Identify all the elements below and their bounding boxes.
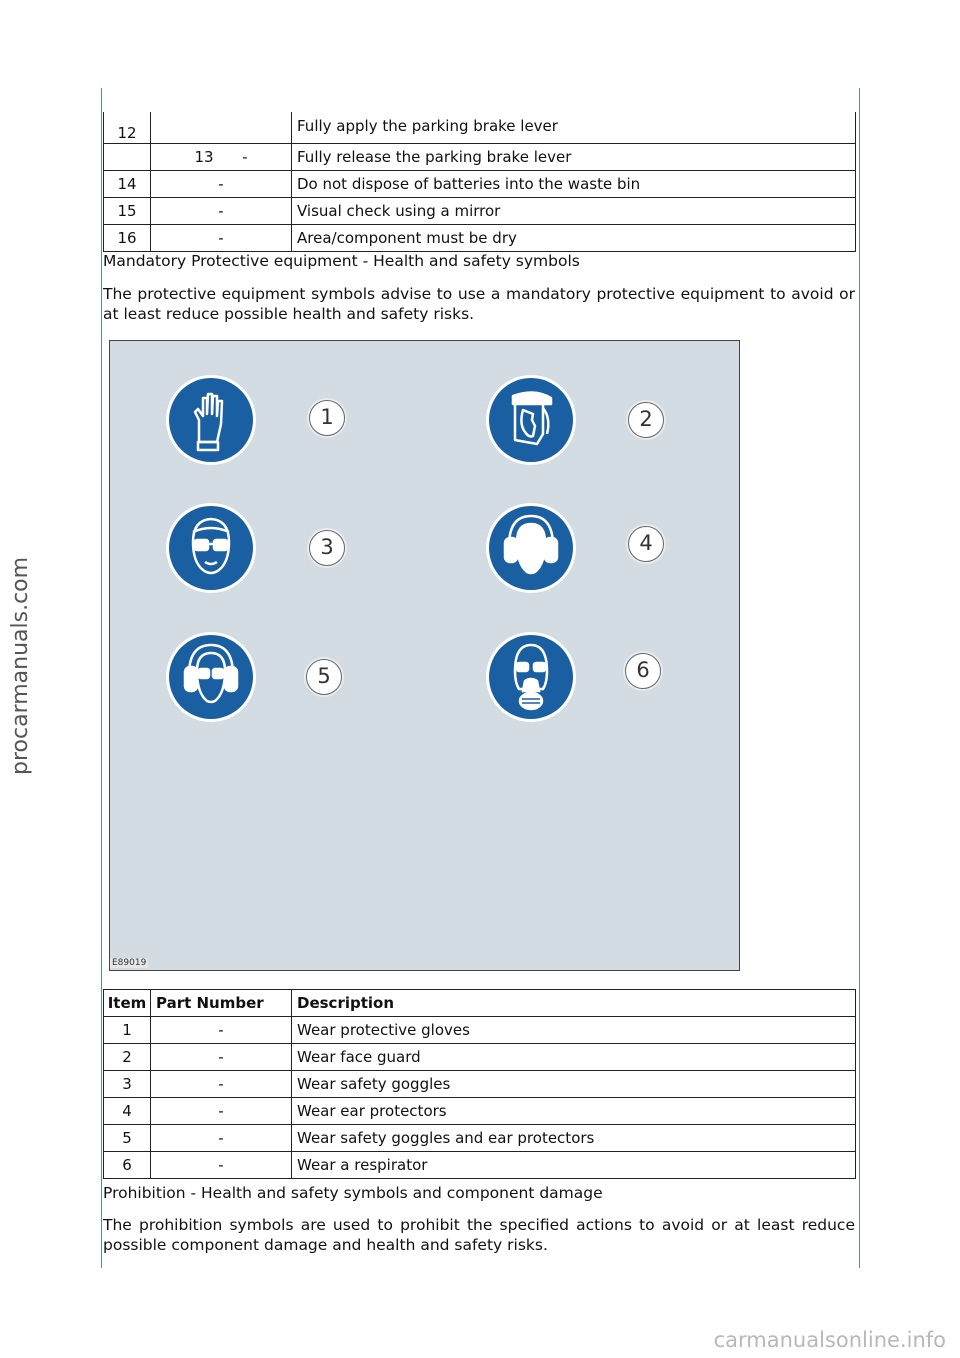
item-cell: 4: [104, 1098, 151, 1125]
description-header: Description: [292, 990, 856, 1017]
description-cell: Wear safety goggles: [292, 1071, 856, 1098]
part-number-cell: -: [151, 225, 292, 252]
table-row: [104, 1071, 856, 1098]
item-cell: 12: [104, 112, 151, 144]
section-paragraph: The prohibition symbols are used to prohibit the specified actions to avoid or at least reduce possible component damage and health and safety risks.: [103, 1216, 855, 1254]
footer-watermark: carmanualsonline.info: [713, 1328, 946, 1352]
item-header: Item: [104, 990, 151, 1017]
gloves-icon: [165, 374, 257, 466]
table-row: [104, 1152, 856, 1179]
table-row: [104, 144, 856, 171]
description-cell: Do not dispose of batteries into the waste bin: [292, 171, 856, 198]
description-cell: Visual check using a mirror: [292, 198, 856, 225]
description-cell: Wear a respirator: [292, 1152, 856, 1179]
item-cell: 15: [104, 198, 151, 225]
table-row: [104, 171, 856, 198]
item-cell: 6: [104, 1152, 151, 1179]
right-margin-rule: [859, 88, 860, 1268]
item-cell: 14: [104, 171, 151, 198]
side-watermark: procarmanuals.com: [8, 556, 33, 775]
description-cell: Wear safety goggles and ear protectors: [292, 1125, 856, 1152]
callout-1: 1: [309, 400, 345, 436]
figure-id: E89019: [112, 958, 147, 968]
section-heading: Prohibition - Health and safety symbols and component damage: [103, 1184, 603, 1202]
goggles-and-ear-protectors-icon: [165, 631, 257, 723]
part-number-header: Part Number: [151, 990, 292, 1017]
part-number-cell: -: [151, 1071, 292, 1098]
protective-equipment-figure: [109, 340, 740, 971]
description-cell: Fully apply the parking brake lever: [292, 112, 856, 144]
part-number-cell: -: [151, 171, 292, 198]
item-cell: 5: [104, 1125, 151, 1152]
item-cell: 1: [104, 1017, 151, 1044]
description-cell: Wear protective gloves: [292, 1017, 856, 1044]
safety-goggles-icon: [165, 502, 257, 594]
item-cell: 3: [104, 1071, 151, 1098]
callout-4: 4: [628, 526, 664, 562]
callout-2: 2: [628, 402, 664, 438]
table-row: [104, 225, 856, 252]
part-number-cell: -: [151, 1098, 292, 1125]
left-margin-rule: [101, 88, 102, 1268]
part-number-cell: 13 -: [151, 144, 292, 171]
protective-equipment-table: [103, 989, 856, 1179]
table-row: [104, 112, 856, 144]
table-row: [104, 1017, 856, 1044]
section-paragraph: The protective equipment symbols advise to use a mandatory protective equipment to avoid or at least reduce possible health and safety risks.: [103, 285, 855, 323]
section-heading: Mandatory Protective equipment - Health and safety symbols: [103, 252, 580, 270]
table-row: [104, 198, 856, 225]
description-cell: Area/component must be dry: [292, 225, 856, 252]
callout-5: 5: [306, 659, 342, 695]
symbols-table-continued: [103, 112, 856, 252]
item-cell: 16: [104, 225, 151, 252]
table-row: [104, 1098, 856, 1125]
part-number-cell: -: [151, 1044, 292, 1071]
face-guard-icon: [485, 374, 577, 466]
respirator-icon: [485, 631, 577, 723]
item-cell: [104, 144, 151, 171]
table-header-row: [104, 990, 856, 1017]
part-number-cell: -: [151, 198, 292, 225]
callout-3: 3: [309, 530, 345, 566]
table-row: [104, 1125, 856, 1152]
callout-6: 6: [625, 653, 661, 689]
description-cell: Wear ear protectors: [292, 1098, 856, 1125]
part-number-cell: -: [151, 1017, 292, 1044]
description-cell: Wear face guard: [292, 1044, 856, 1071]
part-number-cell: -: [151, 1152, 292, 1179]
table-row: [104, 1044, 856, 1071]
ear-protectors-icon: [485, 502, 577, 594]
description-cell: Fully release the parking brake lever: [292, 144, 856, 171]
part-number-cell: -: [151, 1125, 292, 1152]
part-number-cell: [151, 112, 292, 144]
item-cell: 2: [104, 1044, 151, 1071]
